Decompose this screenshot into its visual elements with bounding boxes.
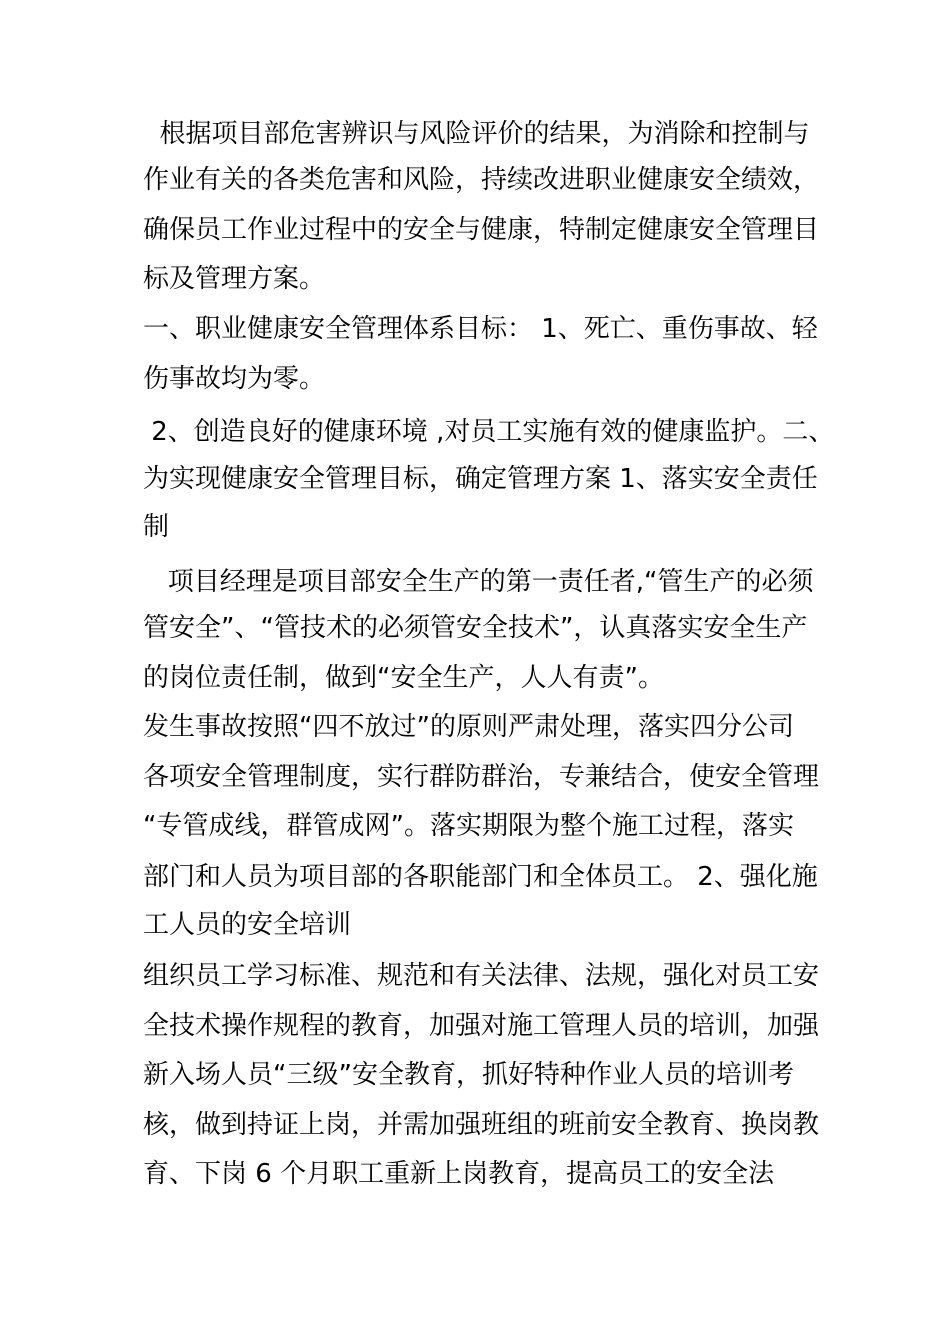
- text-line: 伤事故均为零。: [143, 364, 326, 394]
- text-line: 全技术操作规程的教育，加强对施工管理人员的培训，加强: [143, 1011, 820, 1041]
- text-line: 工人员的安全培训: [143, 910, 352, 940]
- text-line: 确保员工作业过程中的安全与健康，特制定健康安全管理目: [143, 215, 820, 245]
- text-line: 2、创造良好的健康环境 ,对员工实施有效的健康监护。二、: [143, 417, 835, 447]
- text-line: 的岗位责任制，做到“安全生产，人人有责”。: [143, 663, 664, 693]
- text-line: 育、下岗 6 个月职工重新上岗教育，提高员工的安全法: [143, 1159, 775, 1189]
- text-line: 根据项目部危害辨识与风险评价的结果，为消除和控制与: [143, 119, 810, 149]
- text-line: 管安全”、“管技术的必须管安全技术”，认真落实安全生产: [143, 613, 808, 643]
- text-line: 作业有关的各类危害和风险，持续改进职业健康安全绩效，: [143, 165, 820, 195]
- text-line: 标及管理方案。: [143, 264, 326, 294]
- text-line: 项目经理是项目部安全生产的第一责任者,“管生产的必须: [143, 567, 814, 597]
- text-line: 新入场人员“三级”安全教育，抓好特种作业人员的培训考: [143, 1060, 794, 1090]
- text-line: 一、职业健康安全管理体系目标： 1、死亡、重伤事故、轻: [143, 314, 818, 344]
- text-line: 核，做到持证上岗，并需加强班组的班前安全教育、换岗教: [143, 1110, 820, 1140]
- text-line: “专管成线，群管成网”。落实期限为整个施工过程，落实: [143, 811, 794, 841]
- text-line: 为实现健康安全管理目标，确定管理方案 1、落实安全责任: [143, 464, 818, 494]
- text-line: 组织员工学习标准、规范和有关法律、法规，强化对员工安: [143, 961, 820, 991]
- text-line: 发生事故按照“四不放过”的原则严肃处理，落实四分公司: [143, 712, 794, 742]
- text-line: 各项安全管理制度，实行群防群治，专兼结合，使安全管理: [143, 762, 820, 792]
- text-line: 部门和人员为项目部的各职能部门和全体员工。 2、强化施: [143, 862, 818, 892]
- text-line: 制: [143, 512, 170, 542]
